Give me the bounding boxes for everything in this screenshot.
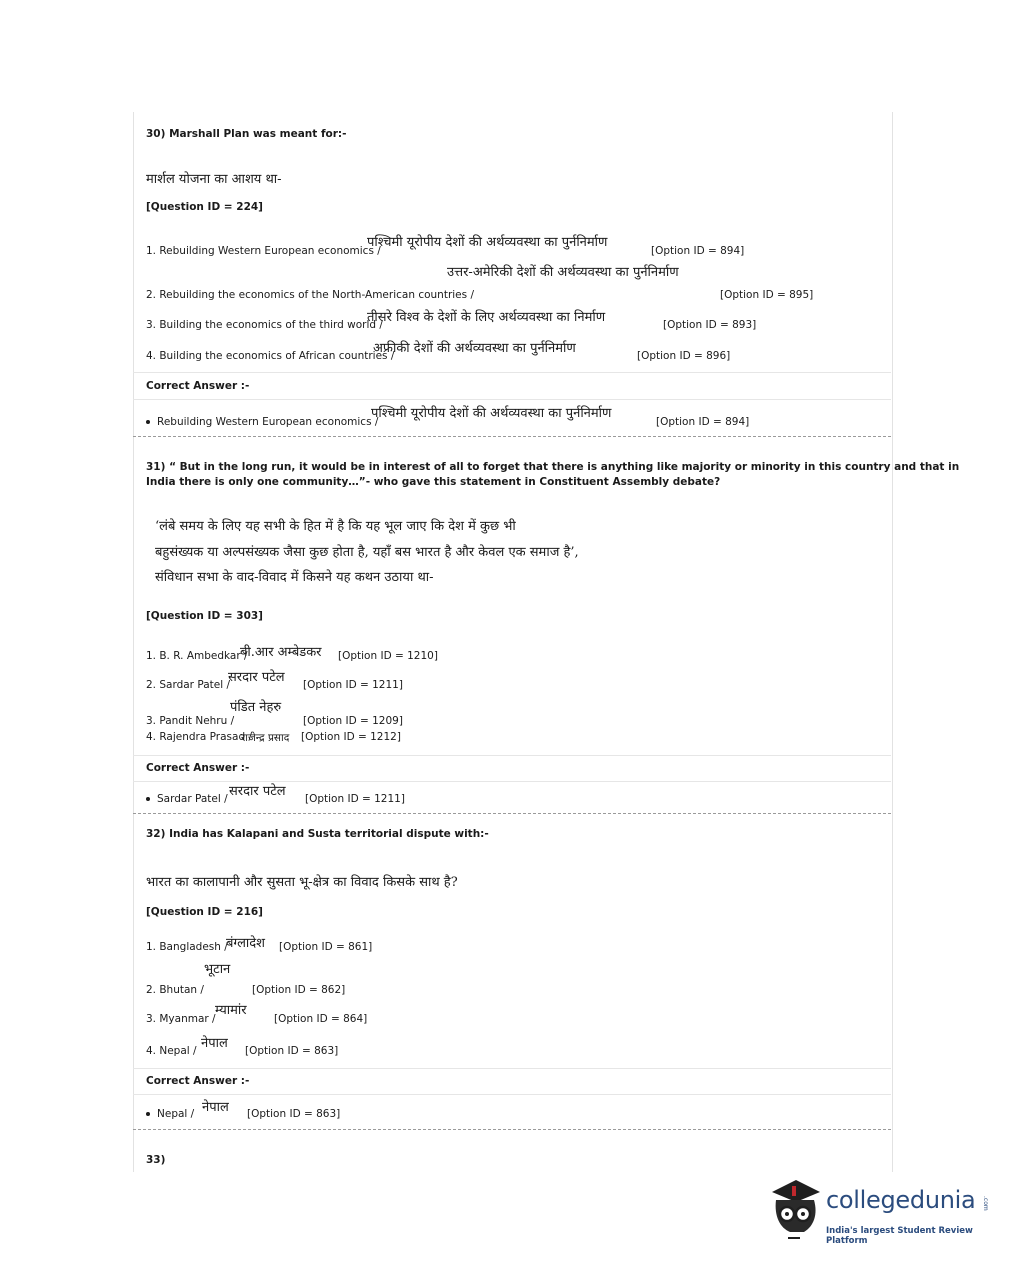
q32-option-1-hi: बंग्लादेश xyxy=(226,936,266,951)
divider xyxy=(133,1094,891,1095)
q30-option-4-id: [Option ID = 896] xyxy=(637,350,731,362)
q32-option-1-id: [Option ID = 861] xyxy=(279,941,373,953)
q32-option-2-en: 2. Bhutan / xyxy=(146,984,204,996)
q32-option-2-hi: भूटान xyxy=(204,962,231,977)
divider xyxy=(133,755,891,756)
brand-tagline: India's largest Student Review Platform xyxy=(826,1226,973,1246)
q31-option-3-en: 3. Pandit Nehru / xyxy=(146,715,235,727)
q30-option-3-en: 3. Building the economics of the third world / xyxy=(146,319,383,331)
q32-option-1-en: 1. Bangladesh / xyxy=(146,941,228,953)
q31-option-4-en: 4. Rajendra Prasad / xyxy=(146,731,252,743)
q31-option-4-hi: राजेन्द्र प्रसाद xyxy=(241,732,290,744)
q30-answer-en: Rebuilding Western European economics / xyxy=(157,416,379,428)
q30-option-2-hi: उत्तर-अमेरिकी देशों की अर्थव्यवस्था का पुर्ननिर्माण xyxy=(447,265,679,280)
q33-heading: 33) xyxy=(146,1154,166,1166)
q32-option-4-id: [Option ID = 863] xyxy=(245,1045,339,1057)
q32-option-4-hi: नेपाल xyxy=(201,1036,228,1051)
q31-option-2-en: 2. Sardar Patel / xyxy=(146,679,231,691)
q31-hindi-line1: ‘लंबे समय के लिए यह सभी के हित में है कि यह भूल जाए कि देश में कुछ भी xyxy=(155,519,516,534)
q32-correct-label: Correct Answer :- xyxy=(146,1075,250,1087)
q31-option-1-id: [Option ID = 1210] xyxy=(338,650,438,662)
q32-option-2-id: [Option ID = 862] xyxy=(252,984,346,996)
q31-answer xyxy=(146,793,228,805)
q31-hindi-line3: संविधान सभा के वाद-विवाद में किसने यह कथन उठाया था- xyxy=(155,570,434,585)
q30-correct-label: Correct Answer :- xyxy=(146,380,250,392)
q30-question-id: [Question ID = 224] xyxy=(146,201,263,213)
mascot-icon xyxy=(766,1176,824,1246)
q32-option-4-en: 4. Nepal / xyxy=(146,1045,197,1057)
q30-option-3-id: [Option ID = 893] xyxy=(663,319,757,331)
q30-answer xyxy=(146,416,378,428)
q30-heading: 30) Marshall Plan was meant for:- xyxy=(146,128,347,140)
q31-option-1-en: 1. B. R. Ambedkar / xyxy=(146,650,248,662)
q32-answer-en: Nepal / xyxy=(157,1108,195,1120)
q31-answer-hi: सरदार पटेल xyxy=(229,784,286,799)
divider xyxy=(133,372,891,373)
q31-option-4-id: [Option ID = 1212] xyxy=(301,731,401,743)
brand-name: collegedunia xyxy=(826,1186,976,1214)
q30-option-4-hi: अफ्रीकी देशों की अर्थव्यवस्था का पुर्ननिर्माण xyxy=(373,341,576,356)
q30-option-1-en: 1. Rebuilding Western European economics / xyxy=(146,245,381,257)
q31-answer-en: Sardar Patel / xyxy=(157,793,228,805)
q30-answer-hi: पश्चिमी यूरोपीय देशों की अर्थव्यवस्था का पुर्ननिर्माण xyxy=(371,406,612,421)
q30-hindi: मार्शल योजना का आशय था- xyxy=(146,172,282,187)
q32-option-3-hi: म्यामांर xyxy=(215,1003,247,1018)
q30-option-4-en: 4. Building the economics of African countries / xyxy=(146,350,395,362)
question-separator xyxy=(133,1129,891,1130)
q31-option-1-hi: बी.आर अम्बेडकर xyxy=(240,645,322,660)
q30-option-1-hi: पश्चिमी यूरोपीय देशों की अर्थव्यवस्था का पुर्ननिर्माण xyxy=(367,235,608,250)
brand-suffix: .com xyxy=(982,1196,989,1211)
q31-option-3-hi: पंडित नेहरु xyxy=(230,700,282,715)
q32-option-3-id: [Option ID = 864] xyxy=(274,1013,368,1025)
q32-answer-hi: नेपाल xyxy=(202,1100,229,1115)
q30-option-2-id: [Option ID = 895] xyxy=(720,289,814,301)
q30-option-2-en: 2. Rebuilding the economics of the North-American countries / xyxy=(146,289,474,301)
q30-answer-id: [Option ID = 894] xyxy=(656,416,750,428)
q31-option-3-id: [Option ID = 1209] xyxy=(303,715,403,727)
divider xyxy=(133,1068,891,1069)
q31-correct-label: Correct Answer :- xyxy=(146,762,250,774)
question-separator xyxy=(133,813,891,814)
q31-heading-line2: India there is only one community…”- who gave this statement in Constituent Assembly debate? xyxy=(146,476,721,488)
bullet-icon xyxy=(146,420,150,424)
q31-option-2-id: [Option ID = 1211] xyxy=(303,679,403,691)
q32-answer xyxy=(146,1108,194,1120)
bullet-icon xyxy=(146,797,150,801)
q31-option-2-hi: सरदार पटेल xyxy=(228,670,285,685)
collegedunia-logo xyxy=(766,1176,996,1256)
q31-answer-id: [Option ID = 1211] xyxy=(305,793,405,805)
q32-heading: 32) India has Kalapani and Susta territorial dispute with:- xyxy=(146,828,489,840)
q32-hindi: भारत का कालापानी और सुसता भू-क्षेत्र का विवाद किसके साथ है? xyxy=(146,875,458,890)
q31-hindi-line2: बहुसंख्यक या अल्पसंख्यक जैसा कुछ होता है, यहाँ बस भारत है और केवल एक समाज है’, xyxy=(155,545,579,560)
question-separator xyxy=(133,436,891,437)
q31-question-id: [Question ID = 303] xyxy=(146,610,263,622)
divider xyxy=(133,399,891,400)
q30-option-1-id: [Option ID = 894] xyxy=(651,245,745,257)
q32-answer-id: [Option ID = 863] xyxy=(247,1108,341,1120)
q32-question-id: [Question ID = 216] xyxy=(146,906,263,918)
q30-option-3-hi: तीसरे विश्व के देशों के लिए अर्थव्यवस्था का निर्माण xyxy=(367,310,606,325)
bullet-icon xyxy=(146,1112,150,1116)
q31-heading-line1: 31) “ But in the long run, it would be in interest of all to forget that there is anything like majority or minority in this country and that in xyxy=(146,461,960,473)
q32-option-3-en: 3. Myanmar / xyxy=(146,1013,216,1025)
